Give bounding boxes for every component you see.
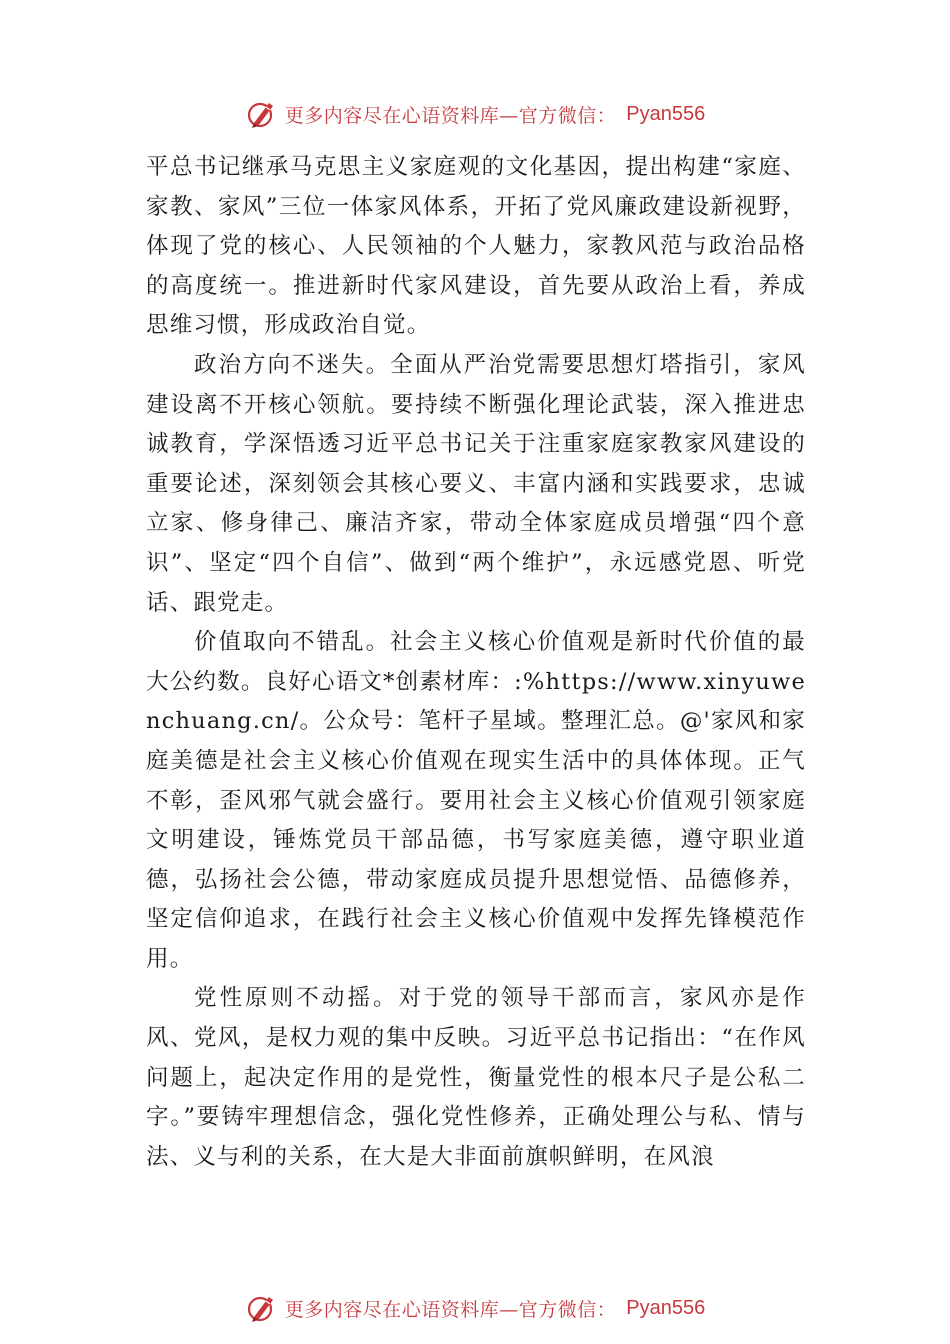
page-footer bbox=[0, 1288, 950, 1328]
page-header bbox=[0, 94, 950, 134]
document-body bbox=[146, 148, 806, 1177]
header-banner bbox=[245, 97, 705, 131]
paragraph-4: 党性原则不动摇。对于党的领导干部而言，家风亦是作风、党风，是权力观的集中反映。习近平总书记指出：“在作风问题上，起决定作用的是党性，衡量党性的根本尺子是公私二字。”要铸牢理想信念，强化党性修养，正确处理公与私、情与法、义与利的关系，在大是大非面前旗帜鲜明，在风浪 bbox=[146, 985, 806, 1170]
header-wechat-id: Pyan556 bbox=[626, 102, 706, 125]
header-banner-text: 更多内容尽在心语资料库—官方微信： bbox=[284, 104, 617, 127]
paragraph-1: 平总书记继承马克思主义家庭观的文化基因，提出构建“家庭、家教、家风”三位一体家风体系，开拓了党风廉政建设新视野，体现了党的核心、人民领袖的个人魅力，家教风范与政治品格的高度统一。推进新时代家风建设，首先要从政治上看，养成思维习惯，形成政治自觉。 bbox=[146, 154, 806, 339]
paragraph-2: 政治方向不迷失。全面从严治党需要思想灯塔指引，家风建设离不开核心领航。要持续不断强化理论武装，深入推进忠诚教育，学深悟透习近平总书记关于注重家庭家教家风建设的重要论述，深刻领会其核心要义、丰富内涵和实践要求，忠诚立家、修身律己、廉洁齐家，带动全体家庭成员增强“四个意识”、坚定“四个自信”、做到“两个维护”，永远感党恩、听党话、跟党走。 bbox=[146, 351, 806, 616]
footer-banner-text: 更多内容尽在心语资料库—官方微信： bbox=[284, 1298, 617, 1321]
footer-banner bbox=[245, 1291, 705, 1325]
pen-logo-icon bbox=[245, 97, 279, 131]
pen-logo-icon bbox=[245, 1291, 279, 1325]
footer-wechat-id: Pyan556 bbox=[626, 1296, 706, 1319]
paragraph-3: 价值取向不错乱。社会主义核心价值观是新时代价值的最大公约数。良好心语文*创素材库：:%https://www.xinyuwenchuang.cn/。公众号：笔杆子星域。整理汇总。@'家风和家庭美德是社会主义核心价值观在现实生活中的具体体现。正气不彰，歪风邪气就会盛行。要用社会主义核心价值观引领家庭文明建设，锤炼党员干部品德，书写家庭美德，遵守职业道德，弘扬社会公德，带动家庭成员提升思想觉悟、品德修养，坚定信仰追求，在践行社会主义核心价值观中发挥先锋模范作用。 bbox=[146, 629, 806, 972]
